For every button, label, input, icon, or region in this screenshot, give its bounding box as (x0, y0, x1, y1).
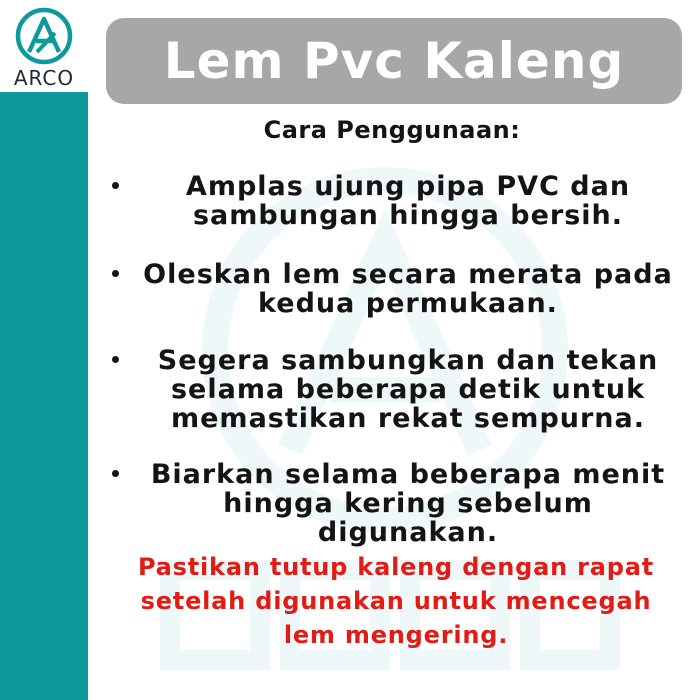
step-text-line: memastikan rekat sempurna. (170, 403, 646, 434)
bullet-dot (112, 182, 119, 189)
logo-wordmark: ARCO (13, 66, 75, 90)
step-text-line: kedua permukaan. (258, 288, 558, 319)
warning-line: setelah digunakan untuk mencegah (140, 587, 652, 615)
page-title: Lem Pvc Kaleng (163, 32, 625, 90)
step-item-2 (100, 260, 692, 318)
step-item-1 (100, 172, 692, 230)
arco-logo-icon (15, 7, 73, 65)
step-text-line: Biarkan selama beberapa menit (150, 459, 666, 490)
step-item-3 (100, 346, 692, 433)
step-text-line: hingga kering sebelum digunakan. (223, 488, 593, 548)
bullet-dot (112, 470, 119, 477)
warning-line: lem mengering. (283, 621, 509, 649)
step-text-line: Segera sambungkan dan tekan (157, 345, 659, 376)
warning-line: Pastikan tutup kaleng dengan rapat (137, 553, 655, 581)
brand-logo (0, 0, 88, 92)
step-text-line: selama beberapa detik untuk (170, 374, 646, 405)
bullet-dot (112, 270, 119, 277)
usage-instructions (100, 116, 692, 649)
instructions-heading: Cara Penggunaan: (263, 116, 521, 144)
bullet-dot (112, 356, 119, 363)
step-item-4 (100, 460, 692, 547)
step-text-line: Oleskan lem secara merata pada (143, 259, 673, 290)
title-banner (106, 18, 682, 104)
step-text-line: sambungan hingga bersih. (192, 200, 624, 231)
step-text-line: Amplas ujung pipa PVC dan (185, 171, 631, 202)
warning-note (100, 550, 692, 652)
teal-side-strip (0, 92, 88, 700)
